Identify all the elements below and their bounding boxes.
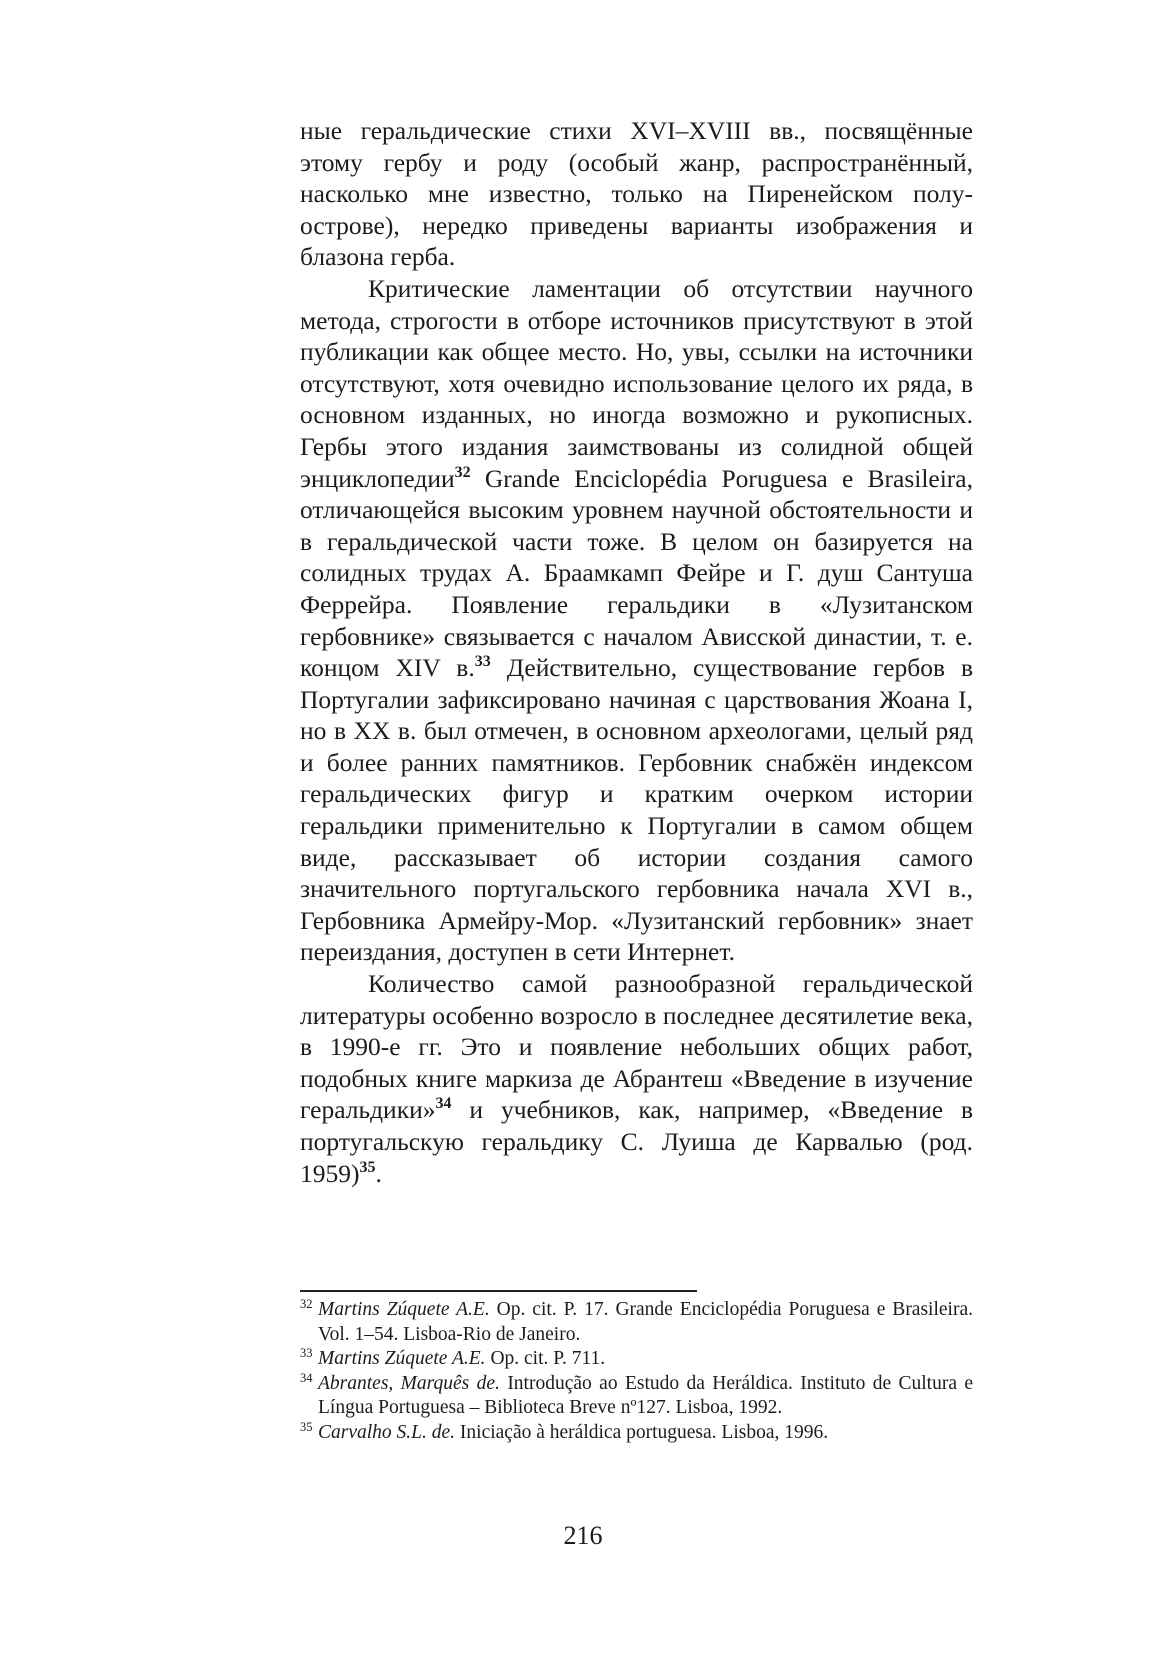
- footnote-ref-32: 32: [454, 463, 471, 481]
- footnote-author: Abrantes, Marquês de.: [318, 1372, 500, 1394]
- paragraph-2-part-c: Действительно, существование гербов в Португалии зафиксировано начиная с царствования Жоана I, но в XX в. был отмечен, в основном археологами, целый ряд и более ранних памятников. Гербовник снабжён индексом геральдических фигур и кратким очерком истории геральдики применительно к Португалии в самом общем виде, рассказывает об истории создания самого значительного португальского гербовника начала XVI в., Гербовника Армейру-Мор. «Лузитанский гербовник» знает переиздания, доступен в сети Интернет.: [300, 653, 973, 967]
- paragraph-3-part-c: .: [375, 1158, 382, 1188]
- footnote-author: Martins Zúquete A.E.: [318, 1299, 490, 1320]
- paragraph-3-part-a: Количество самой разнообразной геральдической литературы особенно возросло в последнее десятилетие века, в 1990-е гг. Это и появление небольших общих работ, подобных книге маркиза де Абрантеш «Введение в изучение геральдики»: [300, 969, 973, 1125]
- page-number: 216: [563, 1521, 603, 1550]
- footnote-35: 35 Carvalho S.L. de. Iniciação à heráldica portuguesa. Lisboa, 1996.: [300, 1419, 829, 1443]
- footnote-author: Martins Zúquete A.E.: [318, 1348, 486, 1370]
- paragraph-3-part-b: и учебников, как, например, «Введение в португальскую геральдику С. Луиша де Карвалью (род. 1959): [300, 1095, 973, 1188]
- main-text: [300, 115, 973, 1189]
- footnote-author: Carvalho S.L. de.: [318, 1421, 456, 1443]
- footnote-ref-33: 33: [474, 653, 491, 671]
- paragraph-2-part-b: Grande Enciclopédia Poruguesa e Brasileira, отличающейся высоким уровнем научной обстоятельности и в геральдической части тоже. В целом он базируется на солидных трудах А. Браамкамп Фейре и Г. душ Сантуша Феррейра. Появление геральдики в «Лузитанском гербовнике» связывается с началом Ависской династии, т. е. концом XIV в.: [300, 463, 973, 683]
- footnote-32: 32 Martins Zúquete A.E. Op. cit. P. 17. Grande Enciclopédia Poruguesa e Brasileira. Vol. 1–54. Lisboa-Rio de Janeiro.: [300, 1297, 973, 1345]
- footnote-ref-35: 35: [359, 1158, 376, 1176]
- footnote-separator: [300, 1290, 697, 1292]
- paragraph-1: ные геральдические стихи XVI–XVIII вв., посвящённые этому гербу и роду (особый жанр, распространённый, насколько мне известно, только на Пиренейском полуострове), нередко приведены варианты изображения и блазона герба.: [300, 116, 973, 272]
- footnote-text: Op. cit. P. 711.: [485, 1348, 606, 1370]
- footnote-text: Introdução ao Estudo da Heráldica. Instituto de Cultura e Língua Portuguesa – Biblioteca Breve nº127. Lisboa, 1992.: [318, 1372, 974, 1419]
- footnote-text: Op. cit. P. 17. Grande Enciclopédia Poruguesa e Brasileira. Vol. 1–54. Lisboa-Rio de Janeiro.: [318, 1299, 973, 1345]
- paragraph-2-part-a: Критические ламентации об отсутствии научного метода, строгости в отборе источников присутствуют в этой публикации как общее место. Но, увы, ссылки на источники отсутствуют, хотя очевидно использование целого их ряда, в основном изданных, но иногда возможно и рукописных. Гербы этого издания заимствованы из солидной общей энциклопедии: [300, 273, 973, 493]
- footnote-33: 33 Martins Zúquete A.E. Op. cit. P. 711.: [300, 1346, 606, 1370]
- paragraph-3: [300, 968, 973, 1189]
- footnote-text: Iniciação à heráldica portuguesa. Lisboa, 1996.: [455, 1421, 829, 1443]
- footnotes: [300, 1298, 973, 1446]
- footnote-ref-34: 34: [435, 1095, 452, 1113]
- footnote-34: 34 Abrantes, Marquês de. Introdução ao Estudo da Heráldica. Instituto de Cultura e Língua Portuguesa – Biblioteca Breve nº127. Lisboa, 1992.: [300, 1370, 974, 1419]
- paragraph-2: [300, 273, 973, 968]
